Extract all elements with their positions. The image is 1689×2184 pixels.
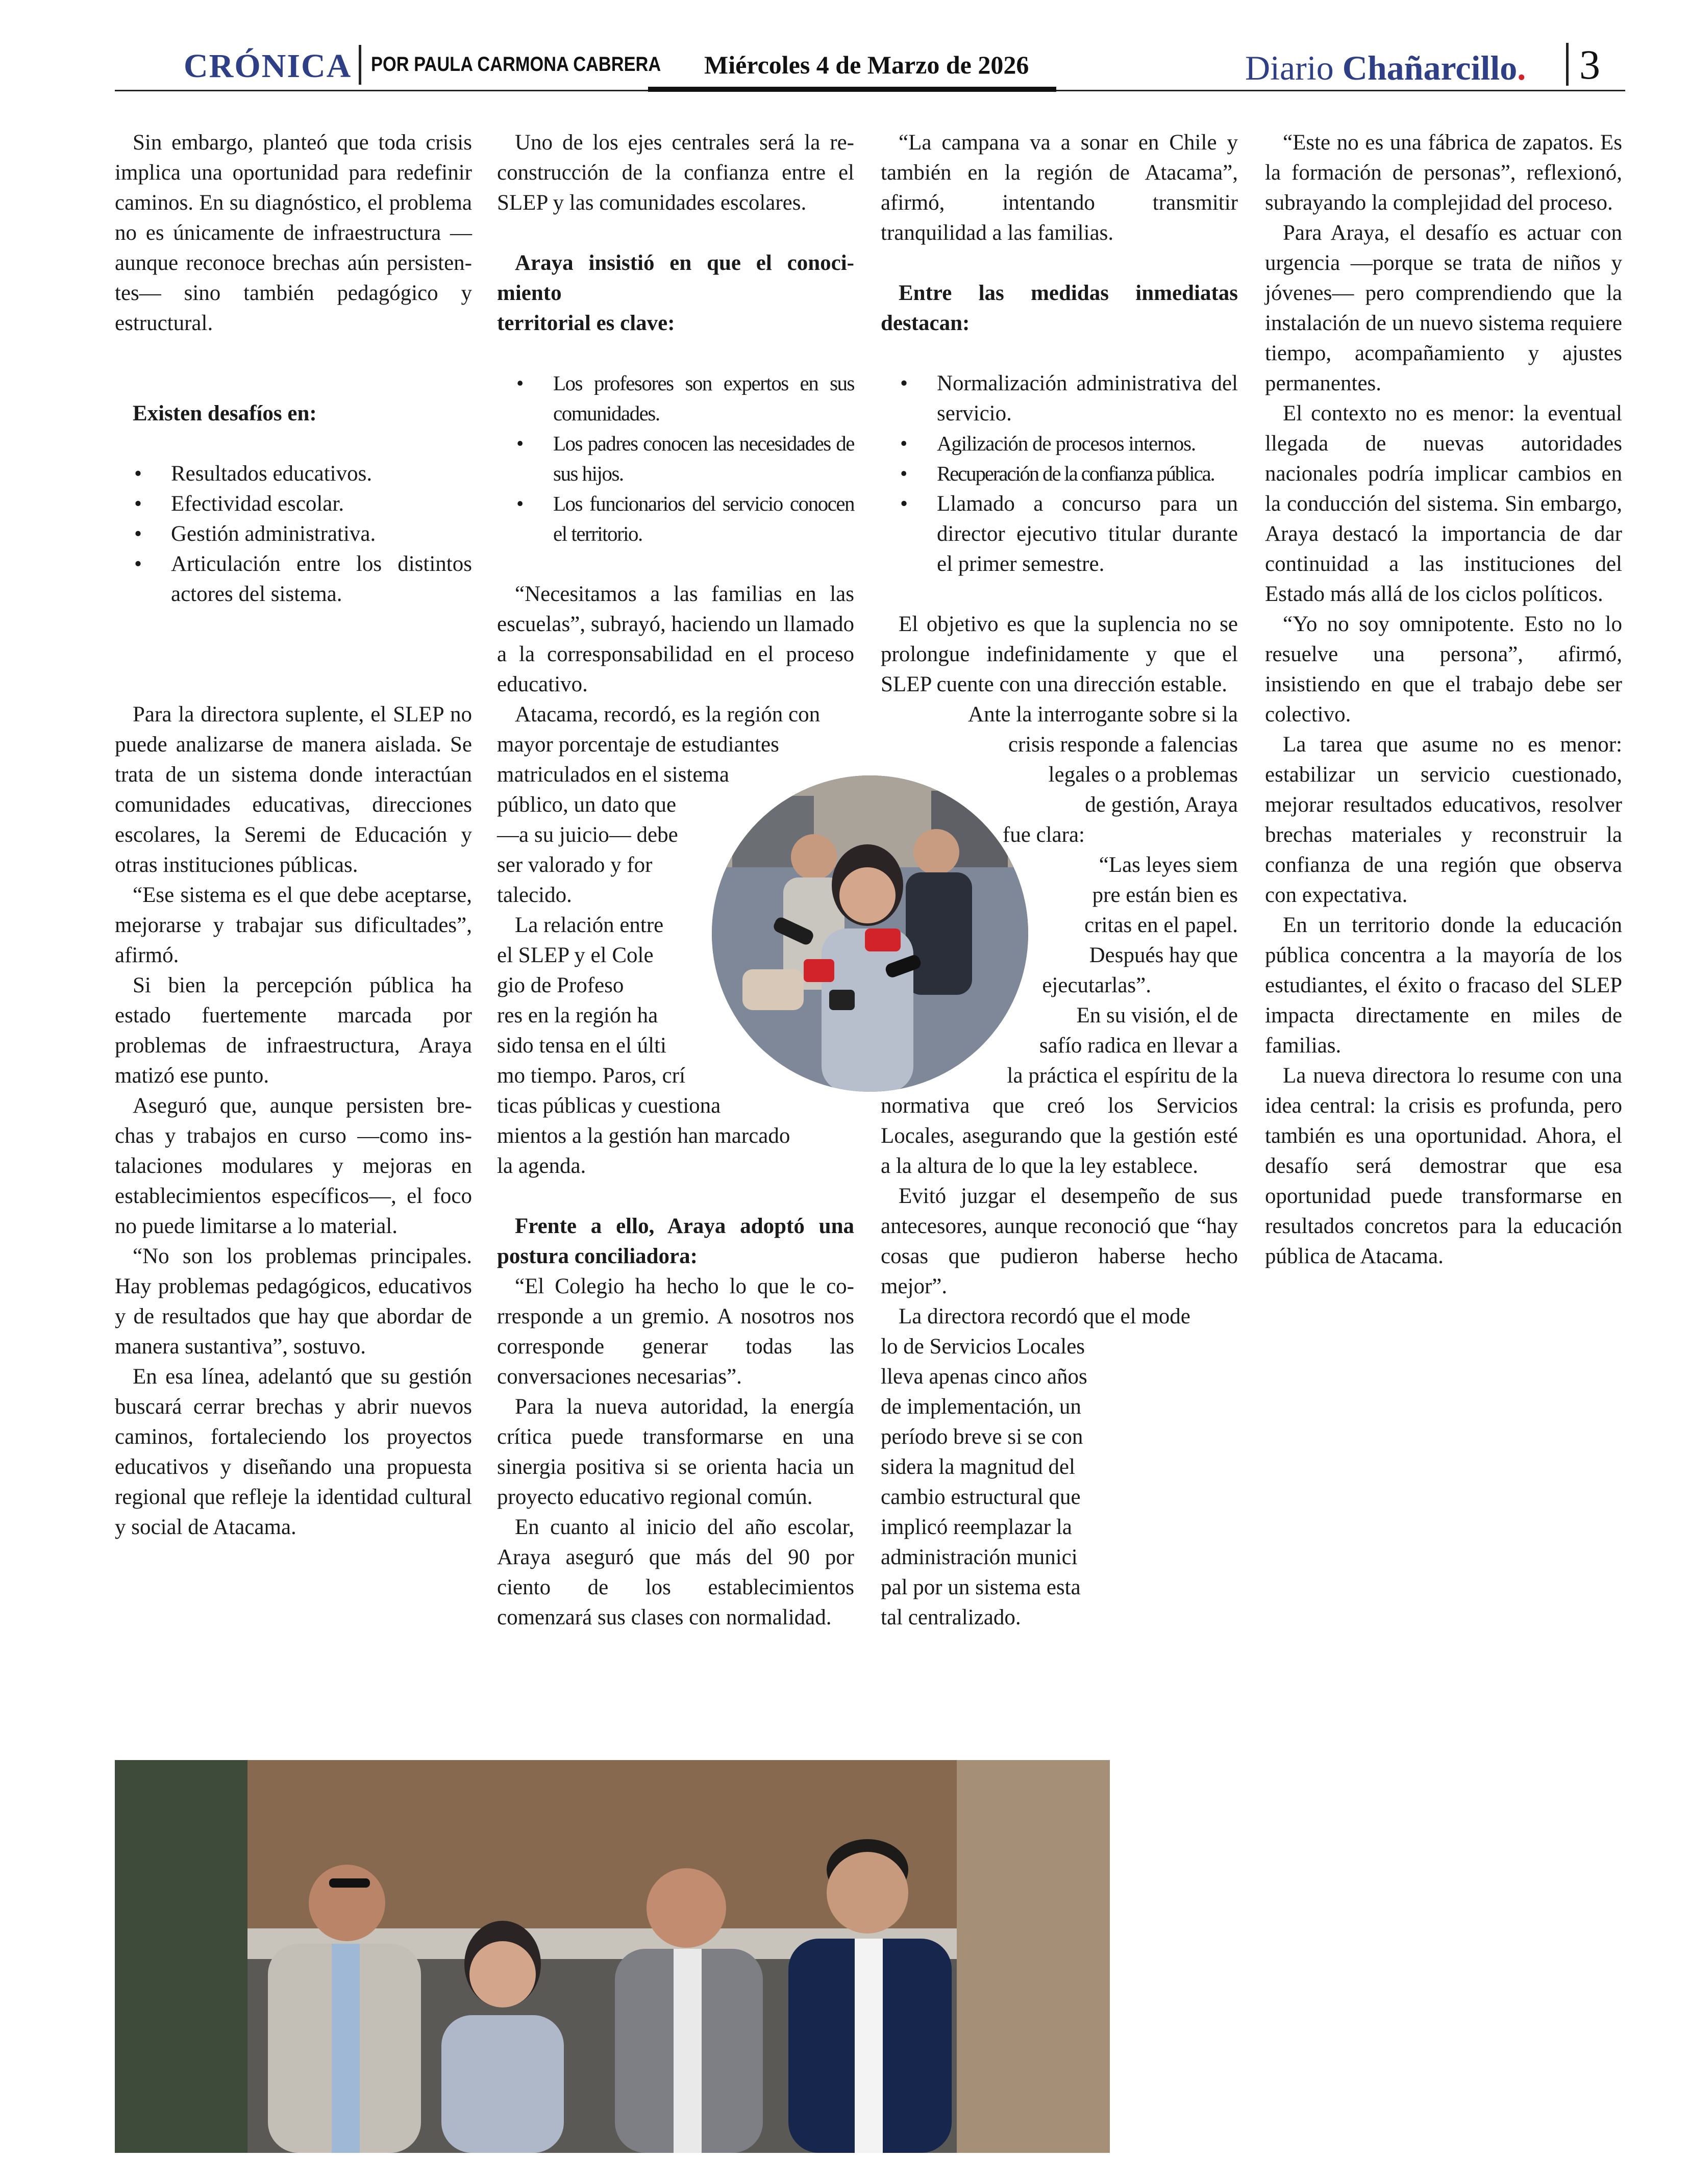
list-item: • Normalización administrativa del servicio. bbox=[937, 368, 1238, 429]
text-line: pal por un sistema esta bbox=[881, 1575, 1081, 1599]
text-line: el SLEP y el Cole bbox=[497, 943, 654, 967]
text-line: implicó reemplazar la bbox=[881, 1515, 1072, 1539]
text-line: fue clara: bbox=[1002, 823, 1085, 847]
subheading-line: territorial es clave: bbox=[497, 311, 675, 335]
list-item: • Llamado a concurso para un director ejecutivo titular durante el primer semestre. bbox=[937, 489, 1238, 579]
paragraph: “La campana va a sonar en Chile y también en la región de Atacama”, afirmó, intentando transmitir tranquilidad a las familias. bbox=[881, 131, 1238, 245]
text-line: Ante la interrogante sobre si la bbox=[968, 702, 1238, 726]
paragraph: La directora recordó que el mode bbox=[899, 1304, 1190, 1328]
text-line: lleva apenas cinco años bbox=[881, 1365, 1087, 1389]
challenges-list bbox=[115, 459, 472, 609]
paragraph: Sin embargo, planteó que toda crisis implica una oportunidad para redefinir caminos. En su diagnóstico, el problema no es únicamente de infraestructura —aunque reconoce brechas aún persistentes— sino también pedagógico y estructural. bbox=[115, 131, 472, 335]
paragraph: La nueva directora lo resume con una idea central: la crisis es profunda, pero también es una oportunidad. Ahora, el desafío será demostrar que esa oportunidad puede transformarse en resultados concretos para la educación pública de Atacama. bbox=[1265, 1064, 1622, 1268]
text-line: res en la región ha bbox=[497, 1003, 658, 1027]
text-line: mo tiempo. Paros, crí bbox=[497, 1064, 686, 1088]
paragraph: El objetivo es que la suplencia no se prolongue indefinidamente y que el SLEP cuente con una dirección estable. bbox=[881, 612, 1238, 696]
subheading bbox=[497, 248, 854, 338]
page-header bbox=[115, 41, 1625, 94]
paragraph: En un territorio donde la educación pública concentra a la mayoría de los estudiantes, el éxito o fracaso del SLEP impacta directamente en miles de familias. bbox=[1265, 913, 1622, 1058]
text-line: Después hay que bbox=[1089, 943, 1238, 967]
paragraph: “Necesitamos a las familias en las escuelas”, subrayó, haciendo un llamado a la corresponsabilidad en el proceso educativo. bbox=[497, 582, 854, 696]
newspaper-title: Chañarcillo bbox=[1342, 48, 1518, 87]
list-item: • Agilización de procesos internos. bbox=[937, 429, 1238, 459]
text-line: público, un dato que bbox=[497, 793, 677, 817]
text-line: mientos a la gestión han marcado bbox=[497, 1124, 790, 1148]
paragraph: “No son los problemas principales. Hay problemas pedagógicos, educativos y de resultados que hay que abordar de manera sustantiva”, sostuvo. bbox=[115, 1244, 472, 1359]
paragraph: Aseguró que, aunque persisten brechas y trabajos en curso —como instalaciones modulares y mejoras en establecimientos específicos—, el foco no puede limitarse a lo material. bbox=[115, 1094, 472, 1238]
list-item: • Efectividad escolar. bbox=[171, 489, 472, 519]
subheading: Frente a ello, Araya adoptó una postura conciliadora: bbox=[497, 1214, 854, 1268]
measures-list bbox=[881, 368, 1238, 579]
newspaper-dot: . bbox=[1517, 48, 1526, 87]
paragraph: El contexto no es menor: la eventual llegada de nuevas autoridades nacionales podría implicar cambios en la conducción del sistema. Sin embargo, Araya destacó la importancia de dar continuidad a las instituciones del Estado más allá de los ciclos políticos. bbox=[1265, 401, 1622, 606]
paragraph: En cuanto al inicio del año escolar, Araya aseguró que más del 90 por ciento de los establecimientos comenzará sus clases con normalidad. bbox=[497, 1515, 854, 1629]
text-line: —a su juicio— debe bbox=[497, 823, 678, 847]
text-line: En su visión, el de bbox=[1076, 1003, 1238, 1027]
text-line: cambio estructural que bbox=[881, 1485, 1081, 1509]
header-divider bbox=[1566, 43, 1569, 86]
issue-date: Miércoles 4 de Marzo de 2026 bbox=[704, 51, 1029, 79]
text-line: lo de Servicios Locales bbox=[881, 1335, 1085, 1359]
header-rule-accent bbox=[648, 87, 1056, 92]
text-line: la práctica el espíritu de la bbox=[1007, 1064, 1238, 1088]
paragraph: “Este no es una fábrica de zapatos. Es la formación de personas”, reflexionó, subrayando la complejidad del proceso. bbox=[1265, 131, 1622, 215]
list-item: • Los funcionarios del servicio conocen el territorio. bbox=[553, 489, 854, 549]
text-line: Atacama, recordó, es la región con bbox=[515, 702, 821, 726]
text-line: “Las leyes siem bbox=[1099, 853, 1238, 877]
text-line: talecido. bbox=[497, 883, 572, 907]
text-line: administración munici bbox=[881, 1545, 1078, 1569]
paragraph: “El Colegio ha hecho lo que le corresponde a un gremio. A nosotros nos corresponde generar todas las conversaciones necesarias”. bbox=[497, 1274, 854, 1389]
text-line: gio de Profeso bbox=[497, 973, 624, 997]
text-line: la agenda. bbox=[497, 1154, 586, 1178]
list-item: • Recuperación de la confianza pública. bbox=[937, 459, 1238, 489]
paragraph bbox=[881, 1332, 1115, 1633]
paragraph: Para Araya, el desafío es actuar con urgencia —porque se trata de niños y jóvenes— pero comprendiendo que la instalación de un nuevo sistema requiere tiempo, acompañamiento y ajustes permanentes. bbox=[1265, 221, 1622, 395]
text-line: mayor porcentaje de estudiantes bbox=[497, 733, 779, 757]
subheading: Existen desafíos en: bbox=[133, 401, 317, 425]
section-title: CRÓNICA bbox=[184, 47, 352, 85]
territorial-list bbox=[497, 368, 854, 549]
text-line: ejecutarlas”. bbox=[1042, 973, 1151, 997]
list-item: • Los profesores son expertos en sus comunidades. bbox=[553, 368, 854, 429]
press-conference-photo bbox=[712, 775, 1028, 1092]
text-line: tal centralizado. bbox=[881, 1605, 1021, 1629]
text-line: crisis responde a falencias bbox=[1008, 733, 1238, 757]
paragraph: normativa que creó los Servicios Locales, asegurando que la gestión esté a la altura de lo que la ley establece. bbox=[881, 1094, 1238, 1178]
newspaper-prefix: Diario bbox=[1245, 48, 1334, 87]
page-number: 3 bbox=[1579, 41, 1600, 88]
header-divider bbox=[359, 45, 361, 85]
newspaper-name bbox=[1245, 48, 1526, 88]
subheading-line: Araya insistió en que el conocimiento bbox=[497, 251, 854, 305]
text-line: legales o a problemas bbox=[1048, 763, 1238, 787]
paragraph: En esa línea, adelantó que su gestión buscará cerrar brechas y abrir nuevos caminos, fortaleciendo los proyectos educativos y diseñando una propuesta regional que refleje la identidad cultural y social de Atacama. bbox=[115, 1365, 472, 1539]
text-line: ticas públicas y cuestiona bbox=[497, 1094, 721, 1118]
paragraph: Para la nueva autoridad, la energía crítica puede transformarse en una sinergia positiva si se orienta hacia un proyecto educativo regional común. bbox=[497, 1395, 854, 1509]
text-line: sido tensa en el últi bbox=[497, 1034, 666, 1058]
paragraph: Evitó juzgar el desempeño de sus antecesores, aunque reconoció que “hay cosas que pudieron haberse hecho mejor”. bbox=[881, 1184, 1238, 1298]
paragraph: Para la directora suplente, el SLEP no puede analizarse de manera aislada. Se trata de un sistema donde interactúan comunidades educativas, direcciones escolares, la Seremi de Educación y otras instituciones públicas. bbox=[115, 702, 472, 877]
text-line: critas en el papel. bbox=[1084, 913, 1238, 937]
author-byline: POR PAULA CARMONA CABRERA bbox=[371, 53, 661, 76]
list-item: • Resultados educativos. bbox=[171, 459, 472, 489]
text-line: safío radica en llevar a bbox=[1039, 1034, 1238, 1058]
group-photo-illustration bbox=[115, 1760, 1110, 2153]
paragraph: La tarea que asume no es menor: estabilizar un servicio cuestionado, mejorar resultados educativos, resolver brechas materiales y reconstruir la confianza de una región que observa con expectativa. bbox=[1265, 733, 1622, 907]
paragraph: Uno de los ejes centrales será la reconstrucción de la confianza entre el SLEP y las comunidades escolares. bbox=[497, 131, 854, 215]
press-conference-illustration bbox=[712, 775, 1028, 1092]
paragraph: Si bien la percepción pública ha estado fuertemente marcada por problemas de infraestructura, Araya matizó ese punto. bbox=[115, 973, 472, 1088]
paragraph: “Yo no soy omnipotente. Esto no lo resuelve una persona”, afirmó, insistiendo en que el trabajo debe ser colectivo. bbox=[1265, 612, 1622, 726]
text-line: período breve si se con bbox=[881, 1425, 1083, 1449]
column-1 bbox=[115, 128, 472, 1542]
text-line: sidera la magnitud del bbox=[881, 1455, 1075, 1479]
list-item: • Los padres conocen las necesidades de sus hijos. bbox=[553, 429, 854, 489]
text-line: ser valorado y for bbox=[497, 853, 653, 877]
subheading: Entre las medidas inmediatas destacan: bbox=[881, 281, 1238, 335]
list-item: • Gestión administrativa. bbox=[171, 519, 472, 549]
group-photo bbox=[115, 1760, 1110, 2153]
text-line: de implementación, un bbox=[881, 1395, 1081, 1419]
column-4 bbox=[1265, 128, 1622, 1271]
text-line: pre están bien es bbox=[1092, 883, 1238, 907]
text-line: La relación entre bbox=[515, 913, 664, 937]
text-line: de gestión, Araya bbox=[1085, 793, 1238, 817]
list-item: • Articulación entre los distintos actores del sistema. bbox=[171, 549, 472, 609]
text-line: matriculados en el sistema bbox=[497, 763, 729, 787]
paragraph: “Ese sistema es el que debe aceptarse, mejorarse y trabajar sus dificultades”, afirmó. bbox=[115, 883, 472, 967]
